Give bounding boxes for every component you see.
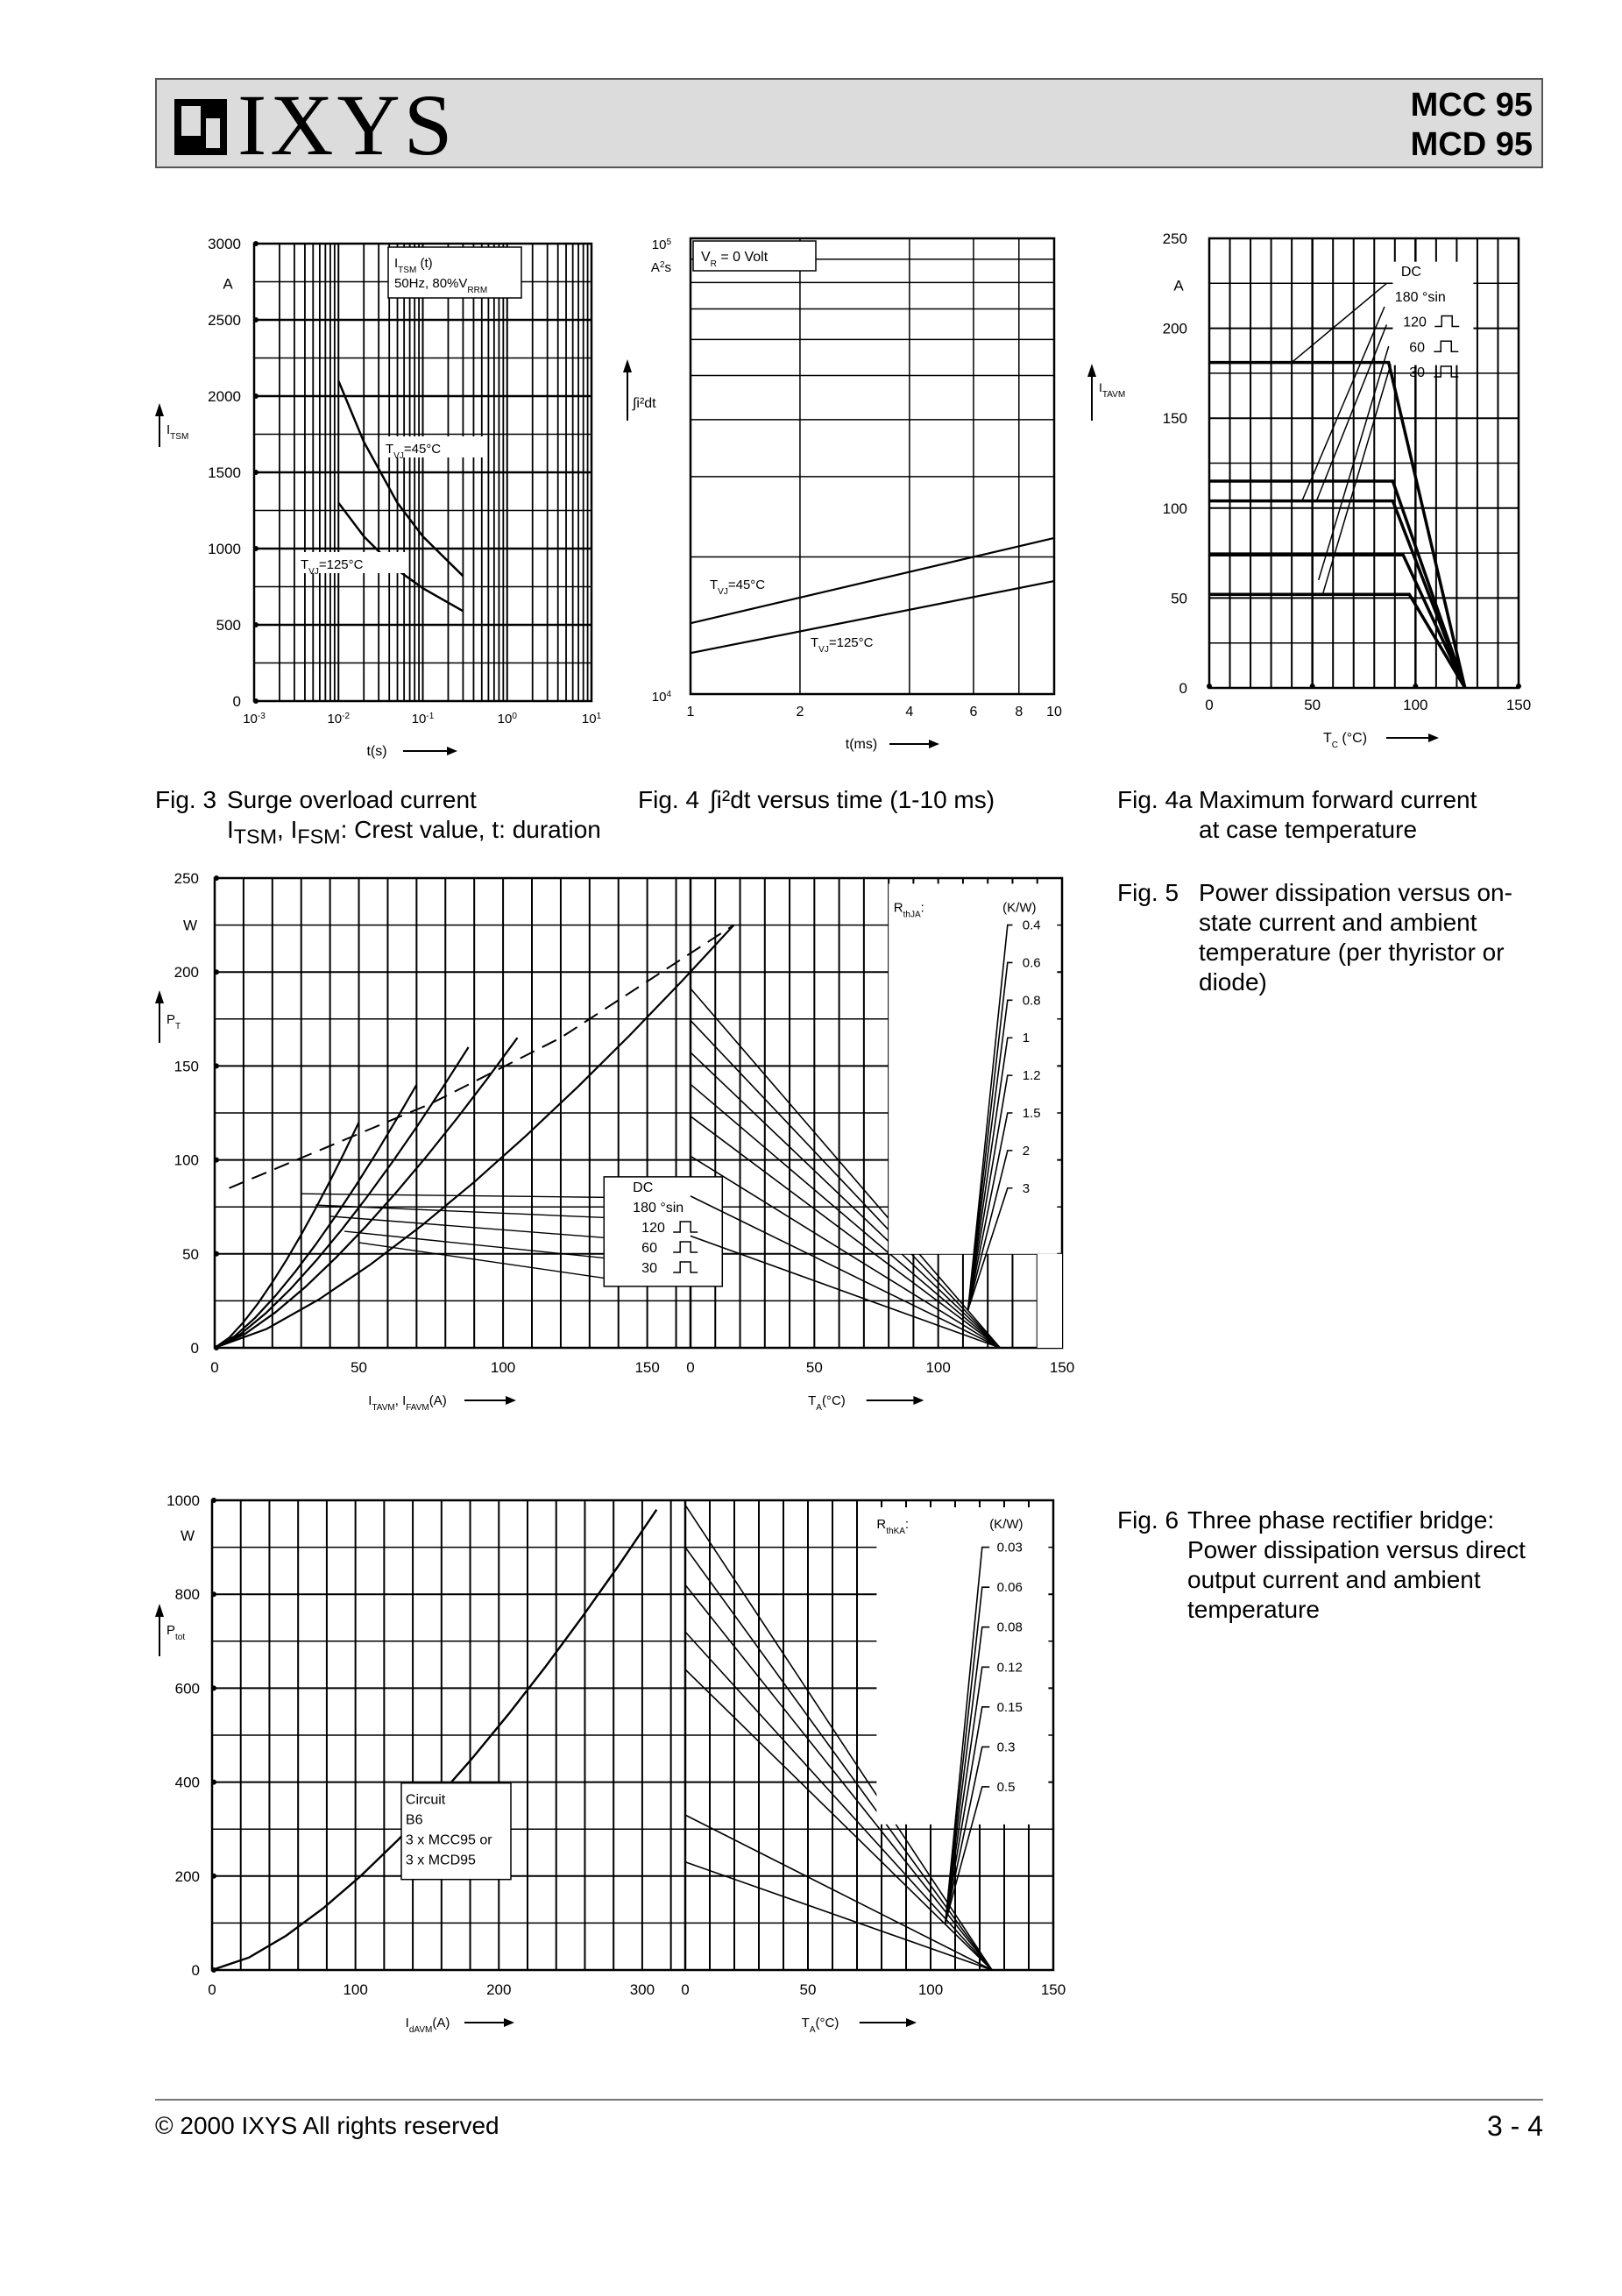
tick-mark (253, 393, 259, 399)
rth-value-label: 1.2 (1022, 1068, 1041, 1084)
leader-line (1292, 283, 1386, 362)
circuit-text: 3 x MCC95 or (405, 1832, 492, 1848)
rth-value-label: 1.5 (1022, 1106, 1041, 1121)
tick-mark (1413, 684, 1418, 689)
corner-bg (1038, 1254, 1062, 1348)
arrow-icon (913, 1396, 924, 1405)
plot-frame (691, 238, 1054, 694)
tick-mark (214, 969, 219, 974)
x-tick-label: 8 (1015, 705, 1023, 719)
tick-mark (211, 1874, 216, 1879)
x-axis-label: $T_C$ (°C) (1322, 731, 1368, 750)
circuit-text: B6 (405, 1812, 423, 1828)
rth-legend-bg (876, 1507, 1048, 1825)
x-tick-label: 100 (917, 1981, 944, 1998)
curve-label-45: $T_{VJ}=45^\circ C$ (386, 442, 442, 461)
y-tick-label: 3000 (208, 236, 241, 252)
x-axis-label: t(ms) (845, 737, 878, 752)
arrow-icon (623, 359, 632, 372)
x-axis-label: t(s) (366, 744, 387, 759)
arrow-icon (906, 2018, 917, 2027)
rth-label: $R_{thKA}$: (876, 1517, 910, 1536)
fig3-caption-line2: $I_{TSM}$, $I_{FSM}$: Crest value, t: duration (227, 816, 601, 848)
fig4a-caption-label: Fig. 4a (1117, 786, 1193, 813)
tick-mark (253, 317, 259, 322)
x-tick-label: 200 (486, 1981, 512, 1998)
logo-text: IXYS (237, 76, 457, 174)
y-axis-label: $I_{TAVM}$ (1099, 380, 1126, 400)
fig3-caption-label: Fig. 3 (155, 786, 217, 813)
tick-mark (214, 1063, 219, 1068)
fig5-caption-label: Fig. 5 (1117, 879, 1179, 906)
x-tick-label: 100 (343, 1981, 368, 1998)
page-number: 3 - 4 (1486, 2110, 1543, 2142)
y-axis-label: ∫i²dt (633, 396, 656, 411)
page-header (155, 76, 1543, 174)
x-tick-label: $10^1$ (581, 711, 602, 726)
x-tick-label: 50 (351, 1359, 368, 1376)
fig4-caption-text: ∫i²dt versus time (1-10 ms) (710, 786, 995, 813)
tick-mark (211, 1780, 216, 1785)
rth-value-label: 0.5 (996, 1779, 1016, 1795)
y-axis-label: $I_{TSM}$ (166, 422, 189, 442)
y-tick-label: 2500 (208, 312, 241, 329)
pulse-waveform-icon (1434, 366, 1458, 377)
legend-30: 30 (1409, 365, 1426, 381)
x-tick-label: $10^{-1}$ (411, 711, 435, 726)
fig5-caption (1117, 878, 1555, 1001)
y-tick-label: 0 (1179, 680, 1187, 697)
tick-mark (253, 698, 259, 704)
legend-entry: 180 °sin (633, 1201, 684, 1216)
tick-mark (1310, 684, 1315, 689)
x-tick-label: 10 (1046, 705, 1062, 719)
legend-entry: 60 (641, 1241, 657, 1257)
rth-value-label: 0.8 (1022, 993, 1041, 1009)
legend-text: $V_R = 0$ Volt (701, 250, 769, 269)
x-tick-label: 0 (1205, 697, 1214, 713)
y-tick-label: 1500 (208, 464, 241, 481)
tick-mark (214, 1251, 219, 1257)
x-tick-label: 300 (629, 1981, 655, 1998)
tick-mark (211, 1685, 216, 1690)
curve-b6 (212, 1510, 656, 1970)
fig6-caption (1117, 1506, 1555, 1628)
rth-value-label: 0.15 (996, 1699, 1023, 1715)
part-number-1: MCC 95 (1410, 87, 1533, 124)
y-tick-label: 0 (232, 693, 241, 710)
fig6-caption-label: Fig. 6 (1117, 1506, 1179, 1534)
rth-value-label: 0.06 (996, 1580, 1023, 1596)
fig6-caption-line: Power dissipation versus direct (1187, 1536, 1526, 1563)
rth-value-label: 0.03 (996, 1540, 1023, 1555)
y-tick-label: 1000 (208, 541, 241, 557)
x-tick-label: 0 (210, 1359, 219, 1376)
fig4a-forward-current-chart (1078, 228, 1569, 762)
x-tick-label: $10^0$ (497, 711, 517, 726)
curve-tvj-45 (338, 381, 463, 577)
legend-180sin: 180 °sin (1394, 289, 1446, 305)
curve-120 (215, 1047, 469, 1348)
y-unit-label: W (180, 1527, 195, 1545)
x-axis-label: $T_A(^\circ C)$ (808, 1393, 846, 1413)
x-tick-label: 50 (1304, 697, 1321, 713)
y-tick-label: 600 (174, 1680, 200, 1697)
x-tick-label: 50 (799, 1981, 817, 1998)
arrow-icon (155, 990, 164, 1003)
fig6-three-phase-chart (140, 1490, 1087, 2059)
fig6-caption-line: temperature (1187, 1596, 1320, 1623)
x-tick-label: 0 (681, 1981, 690, 1998)
y-tick-label: 50 (1171, 590, 1187, 607)
circuit-text: 3 x MCD95 (405, 1853, 476, 1868)
tick-mark (253, 470, 259, 475)
x-tick-label: 1 (686, 705, 695, 719)
rth-value-label: 0.08 (996, 1619, 1023, 1635)
arrow-icon (504, 2018, 514, 2027)
x-tick-label: 150 (634, 1359, 660, 1376)
tick-mark (253, 241, 259, 246)
arrow-icon (506, 1396, 516, 1405)
x-axis-label: $T_A(^\circ C)$ (801, 2016, 839, 2035)
rth-value-label: 1 (1022, 1031, 1031, 1046)
y-tick-label: 0 (191, 1962, 200, 1979)
legend-text: 50Hz, $80\%V_{RRM}$ (394, 276, 488, 295)
tick-mark (253, 546, 259, 551)
fig5-caption-line: diode) (1199, 968, 1267, 996)
y-tick-label: 2000 (208, 388, 241, 405)
legend-entry: 30 (641, 1261, 657, 1277)
x-tick-label: 6 (969, 705, 978, 719)
tick-mark (214, 1158, 219, 1163)
arrow-icon (155, 403, 164, 416)
fig4a-caption (1117, 785, 1538, 847)
tick-mark (1516, 684, 1521, 689)
y-unit-label: W (182, 917, 197, 934)
x-tick-label: 0 (686, 1359, 695, 1376)
circuit-text: Circuit (405, 1792, 446, 1808)
x-tick-label: 2 (796, 705, 804, 719)
fig6-caption-line: output current and ambient (1187, 1566, 1481, 1593)
arrow-icon (1087, 364, 1096, 377)
y-tick-label: 250 (174, 870, 199, 887)
fig5-caption-line: Power dissipation versus on- (1199, 879, 1512, 906)
y-tick-label: $10^5$ (651, 237, 671, 252)
rth-line (685, 1815, 992, 1970)
y-tick-label: 50 (182, 1245, 199, 1263)
x-tick-label: 4 (905, 705, 914, 719)
rth-value-label: 0.4 (1022, 918, 1041, 933)
y-tick-label: 250 (1162, 230, 1187, 247)
tick-mark (1207, 684, 1212, 689)
rth-unit: (K/W) (989, 1517, 1023, 1533)
fig3-caption-line1: Surge overload current (227, 786, 477, 813)
rth-value-label: 3 (1022, 1180, 1031, 1196)
limit-dashed (230, 925, 734, 1188)
y-tick-label: 150 (1162, 410, 1187, 428)
y-tick-label: 500 (216, 617, 241, 634)
fig5-caption-line: state current and ambient (1199, 909, 1477, 936)
x-axis-label: $I_{dAVM}(A)$ (405, 2016, 450, 2035)
rth-value-label: 0.12 (996, 1660, 1023, 1676)
fig3-caption (155, 785, 646, 847)
arrow-icon (1428, 733, 1439, 742)
legend-entry: 120 (641, 1221, 665, 1237)
legend-120: 120 (1403, 315, 1427, 330)
footer-rule (155, 2099, 1543, 2101)
x-axis-label: $I_{TAVM}$, $I_{FAVM}(A)$ (368, 1393, 447, 1413)
y-axis-label: $P_{tot}$ (166, 1623, 186, 1642)
arrow-icon (447, 747, 457, 755)
legend-text: $I_{TSM}$ (t) (394, 256, 433, 275)
tick-mark (214, 875, 219, 881)
y-tick-label: 400 (174, 1774, 200, 1791)
leader-line (359, 1243, 619, 1280)
curve-dc (1209, 363, 1465, 688)
y-axis-label: $P_T$ (166, 1012, 181, 1031)
y-tick-label: 100 (1162, 500, 1187, 517)
ixys-logo-mark-icon (174, 99, 227, 155)
fig6-caption-line: Three phase rectifier bridge: (1187, 1506, 1495, 1534)
y-tick-label: 200 (174, 964, 199, 981)
fig4a-caption-line1: Maximum forward current (1199, 786, 1477, 813)
rth-label: $R_{thJA}$: (893, 900, 924, 920)
arrow-icon (929, 740, 939, 748)
fig4-i2t-chart (613, 228, 1069, 762)
x-tick-label: 50 (805, 1359, 823, 1376)
tick-mark (253, 622, 259, 627)
legend-60: 60 (1409, 340, 1426, 356)
x-tick-label: 100 (925, 1359, 951, 1376)
x-tick-label: 150 (1505, 697, 1532, 713)
x-tick-label: 0 (208, 1981, 216, 1998)
copyright: © 2000 IXYS All rights reserved (155, 2112, 499, 2139)
x-tick-label: 150 (1049, 1359, 1075, 1376)
x-tick-label: 150 (1040, 1981, 1066, 1998)
y-tick-label: 800 (174, 1586, 200, 1604)
legend-dc: DC (1400, 265, 1421, 280)
rth-value-label: 2 (1022, 1143, 1031, 1159)
y-unit-label: A (1173, 277, 1184, 294)
y-unit-label: A (223, 275, 233, 293)
rth-value-label: 0.6 (1022, 955, 1041, 971)
curve-label-125: $T_{VJ}=125^\circ C$ (811, 635, 874, 655)
fig4-caption-label: Fig. 4 (638, 786, 700, 813)
fig5-power-dissipation-chart (140, 868, 1087, 1437)
y-tick-label: 150 (174, 1058, 199, 1075)
fig3-surge-chart (140, 228, 613, 762)
y-tick-label: 1000 (166, 1492, 200, 1509)
y-unit-label: $A^2s$ (650, 259, 671, 275)
rth-value-label: 0.3 (996, 1740, 1016, 1755)
part-number-2: MCD 95 (1410, 126, 1533, 163)
curve-label-45: $T_{VJ}=45^\circ C$ (710, 578, 766, 597)
x-tick-label: $10^{-3}$ (243, 711, 266, 726)
tick-mark (211, 1591, 216, 1597)
y-tick-label: 0 (190, 1340, 199, 1357)
curve-label-125: $T_{VJ}=125^\circ C$ (301, 557, 364, 577)
rth-unit: (K/W) (1002, 900, 1037, 916)
y-tick-label: 200 (174, 1867, 200, 1885)
fig4a-caption-line2: at case temperature (1199, 816, 1418, 843)
y-tick-label: 200 (1162, 320, 1187, 337)
curve-60 (215, 1085, 416, 1348)
x-tick-label: 100 (490, 1359, 516, 1376)
y-tick-label: $10^4$ (651, 689, 671, 705)
fig4-caption (638, 785, 1059, 820)
leader-line (1302, 307, 1385, 501)
arrow-icon (155, 1604, 164, 1617)
y-tick-label: 100 (174, 1152, 199, 1169)
legend-entry: DC (633, 1180, 654, 1196)
x-tick-label: 100 (1403, 697, 1428, 713)
x-tick-label: $10^{-2}$ (327, 711, 351, 726)
tick-mark (211, 1498, 216, 1503)
fig5-caption-line: temperature (per thyristor or (1199, 939, 1505, 966)
